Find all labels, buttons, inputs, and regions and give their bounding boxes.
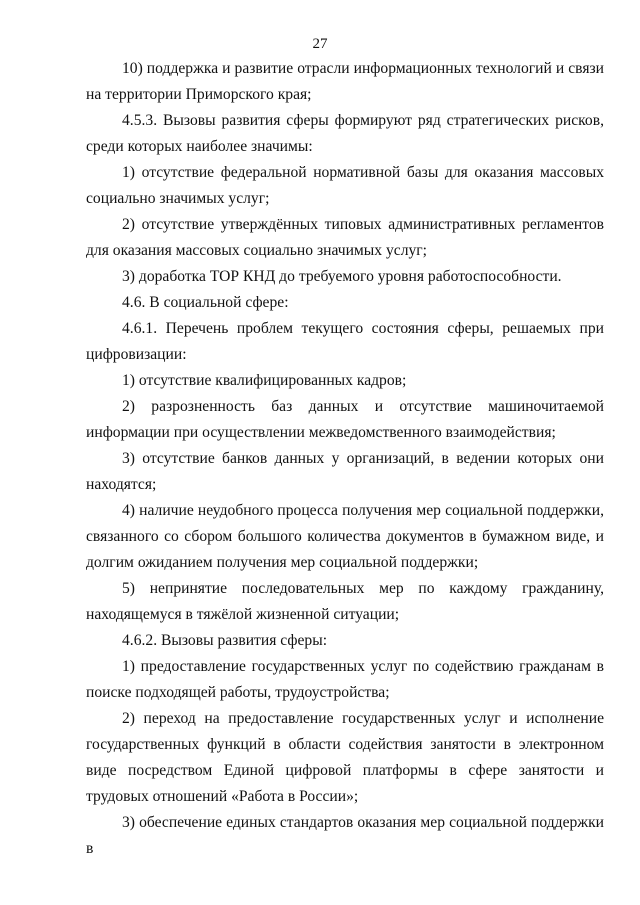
- paragraph-section-4-5-3: 4.5.3. Вызовы развития сферы формируют ряд стратегических рисков, среди которых наиболее значимы:: [86, 112, 604, 155]
- paragraph-challenge-1: 1) предоставление государственных услуг по содействию гражданам в поиске подходящей работы, трудоустройства;: [86, 658, 604, 701]
- paragraph-problem-4: 4) наличие неудобного процесса получения мер социальной поддержки, связанного со сбором большого количества документов в бумажном виде, и долгим ожиданием получения мер социальной поддержки;: [86, 502, 604, 571]
- paragraph-risk-1: 1) отсутствие федеральной нормативной базы для оказания массовых социально значимых услуг;: [86, 164, 604, 207]
- paragraph-risk-2: 2) отсутствие утверждённых типовых административных регламентов для оказания массовых социально значимых услуг;: [86, 216, 604, 259]
- paragraph-problem-2: 2) разрозненность баз данных и отсутствие машиночитаемой информации при осуществлении межведомственного взаимодействия;: [86, 398, 604, 441]
- paragraph-item-10: 10) поддержка и развитие отрасли информационных технологий и связи на территории Приморского края;: [86, 60, 604, 103]
- paragraph-section-4-6-1: 4.6.1. Перечень проблем текущего состояния сферы, решаемых при цифровизации:: [86, 320, 604, 363]
- paragraph-problem-1: 1) отсутствие квалифицированных кадров;: [122, 372, 407, 389]
- document-body: [86, 56, 604, 862]
- paragraph-risk-3: 3) доработка ТОР КНД до требуемого уровня работоспособности.: [122, 268, 562, 285]
- paragraph-section-4-6-2: 4.6.2. Вызовы развития сферы:: [122, 632, 328, 649]
- page-number: 27: [312, 36, 328, 52]
- paragraph-problem-5: 5) непринятие последовательных мер по каждому гражданину, находящемуся в тяжёлой жизненной ситуации;: [86, 580, 604, 623]
- paragraph-challenge-2: 2) переход на предоставление государственных услуг и исполнение государственных функций в области содействия занятости в электронном виде посредством Единой цифровой платформы в сфере занятости и трудовых отношений «Работа в России»;: [86, 710, 604, 805]
- paragraph-challenge-3: 3) обеспечение единых стандартов оказания мер социальной поддержки в: [86, 814, 604, 857]
- paragraph-section-4-6: 4.6. В социальной сфере:: [122, 294, 289, 311]
- paragraph-problem-3: 3) отсутствие банков данных у организаций, в ведении которых они находятся;: [86, 450, 604, 493]
